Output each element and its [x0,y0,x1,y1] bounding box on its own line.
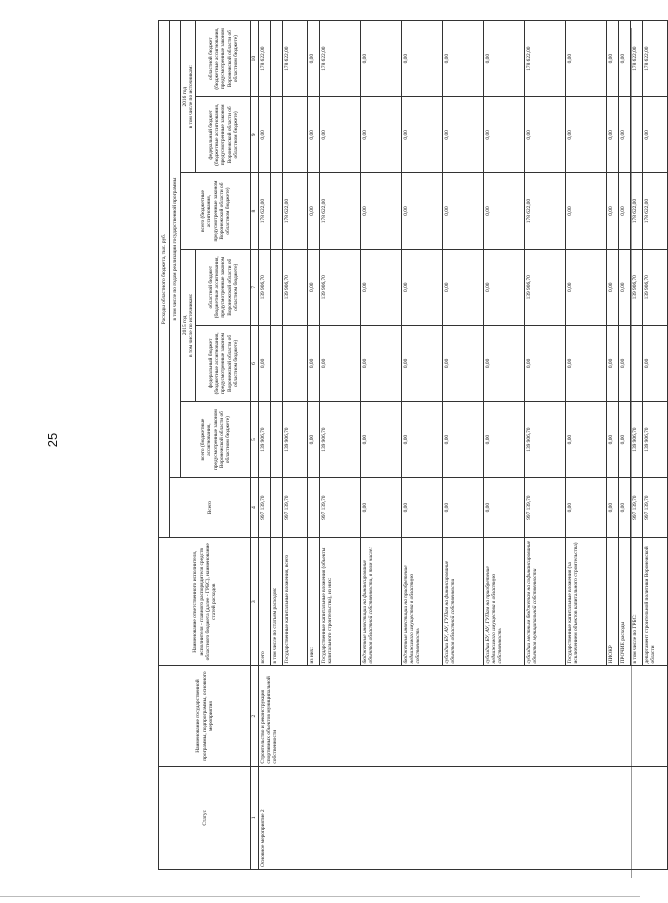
value-cell: 0,00 [319,325,360,401]
value-cell: 0,00 [606,478,618,538]
value-cell: 0,00 [618,173,630,249]
value-cell: 0,00 [565,402,606,478]
value-cell: 997 139,70 [319,478,360,538]
value-cell: 178 622,00 [258,173,270,249]
value-cell: 0,00 [360,325,401,401]
header-by-years: в том числе по годам реализации государственной программы [170,21,181,478]
value-cell [270,402,282,478]
value-cell: 139 906,70 [319,249,360,325]
value-cell: 139 906,70 [642,402,667,478]
value-cell: 997 139,70 [282,478,307,538]
value-cell: 0,00 [606,173,618,249]
rotated-table-wrapper [158,20,657,870]
value-cell: 0,00 [618,21,630,97]
header-expenses: Расходы областного бюджета, тыс. руб. [159,21,170,538]
page-number: 25 [45,432,60,448]
value-cell: 0,00 [483,97,524,173]
value-cell: 139 906,70 [630,249,642,325]
value-cell: 139 906,70 [524,402,565,478]
value-cell: 0,00 [483,402,524,478]
row-label: субсидии БУ, АУ, ГУПам на финансирование объектов областной собственности [442,538,483,666]
value-cell: 0,00 [401,173,442,249]
value-cell: 997 139,70 [642,478,667,538]
row-label: НИОКР [606,538,618,666]
row-label: бюджетные инвестиции на финансирование объектов областной собственности, в том числе: [360,538,401,666]
header-2016-all: всего (бюджетные ассигнования, предусмотренные законом Воронежской области об областном бюджете) [181,173,251,249]
row-label: в том числе по статьям расходов: [270,538,282,666]
value-cell: 178 622,00 [630,173,642,249]
value-cell: 0,00 [565,97,606,173]
value-cell: 0,00 [606,402,618,478]
value-cell: 139 906,70 [319,402,360,478]
index-cell: 8 [251,173,258,249]
value-cell: 139 906,70 [630,402,642,478]
value-cell: 0,00 [307,97,319,173]
index-row [251,21,258,870]
header-2015-sources-label: в том числе по источникам: [188,293,195,357]
value-cell: 0,00 [307,325,319,401]
index-cell: 7 [251,249,258,325]
value-cell: 178 622,00 [258,21,270,97]
value-cell: 0,00 [565,478,606,538]
row-label: в том числе по ГРБС: [630,538,642,666]
value-cell [282,325,307,401]
value-cell: 0,00 [483,21,524,97]
value-cell: 0,00 [442,173,483,249]
header-2016-by-sources [181,21,196,173]
value-cell: 0,00 [307,173,319,249]
value-cell: 178 622,00 [319,21,360,97]
value-cell: 0,00 [401,402,442,478]
value-cell: 139 906,70 [282,249,307,325]
value-cell: 0,00 [642,325,667,401]
value-cell: 0,00 [442,97,483,173]
value-cell: 178 622,00 [642,173,667,249]
page-bottom-line [0,896,640,897]
value-cell: 0,00 [360,249,401,325]
index-cell: 10 [251,21,258,97]
value-cell: 0,00 [606,21,618,97]
value-cell [270,173,282,249]
value-cell: 0,00 [442,21,483,97]
row-label: Государственные капитальные вложения (за исключением объектов капитального строительства) [565,538,606,666]
row-label: Государственные капитальные вложения (объекты капитального строительства), из них: [319,538,360,666]
value-cell [282,97,307,173]
value-cell: 0,00 [307,249,319,325]
value-cell: 0,00 [618,97,630,173]
value-cell: 0,00 [360,97,401,173]
value-cell: 178 622,00 [282,21,307,97]
value-cell [307,478,319,538]
main-status: Основное мероприятие 2 [258,766,667,869]
header-program-name: Наименование государственной программы, подпрограммы, основного мероприятия [159,666,251,766]
index-cell: 4 [251,478,258,538]
value-cell: 0,00 [401,249,442,325]
value-cell: 0,00 [642,97,667,173]
header-2016-year: 2016 год [182,86,188,107]
value-cell: 139 906,70 [282,402,307,478]
row-label: бюджетные инвестиции на приобретение недвижимого имущества в областную собственность [401,538,442,666]
value-cell: 0,00 [565,325,606,401]
value-cell: 0,00 [258,97,270,173]
value-cell: 0,00 [565,21,606,97]
value-cell [630,325,642,401]
index-cell: 3 [251,538,258,666]
value-cell: 0,00 [307,21,319,97]
value-cell: 0,00 [606,97,618,173]
value-cell: 0,00 [319,97,360,173]
header-2015-federal: федеральный бюджет (бюджетные ассигнования, предусмотренные законом Воронежской области об областном бюджете) [196,325,251,401]
value-cell: 0,00 [401,97,442,173]
value-cell: 0,00 [618,402,630,478]
row-label: из них: [307,538,319,666]
header-2015-regional: областной бюджет (бюджетные ассигнования, предусмотренные законом Воронежской области об областном бюджете) [196,249,251,325]
value-cell: 997 139,70 [630,478,642,538]
header-total: Всего [170,478,251,538]
value-cell: 0,00 [565,249,606,325]
value-cell: 0,00 [618,478,630,538]
value-cell: 178 622,00 [282,173,307,249]
value-cell [270,21,282,97]
value-cell: 0,00 [442,478,483,538]
value-cell: 0,00 [307,402,319,478]
header-responsible: Наименование ответственного исполнителя, исполнителя - главного распорядителя средств областного бюджета (далее - ГРБС), наименование статей расходов [159,538,251,666]
row-label: Государственные капитальные вложения, всего [282,538,307,666]
table-row [258,21,270,870]
main-program: Строительство и реконструкция спортивных объектов муниципальной собственности [258,666,667,766]
index-cell: 6 [251,325,258,401]
header-2015-year: 2015 год [182,315,188,336]
index-cell: 1 [251,766,258,869]
value-cell: 0,00 [360,173,401,249]
value-cell: 0,00 [483,249,524,325]
index-cell: 2 [251,666,258,766]
value-cell: 0,00 [401,21,442,97]
value-cell: 178 622,00 [524,21,565,97]
value-cell: 0,00 [360,478,401,538]
value-cell: 0,00 [618,325,630,401]
row-label: ПРОЧИЕ расходы [618,538,630,666]
value-cell: 0,00 [360,21,401,97]
value-cell: 178 622,00 [630,21,642,97]
value-cell: 0,00 [258,325,270,401]
value-cell [270,97,282,173]
value-cell: 139 906,70 [642,249,667,325]
value-cell: 178 622,00 [642,21,667,97]
value-cell: 0,00 [483,478,524,538]
header-2015-all: всего (бюджетные ассигнования, предусмотренные законом Воронежской области об областном бюджете) [181,402,251,478]
index-cell: 5 [251,402,258,478]
value-cell: 0,00 [442,402,483,478]
value-cell: 0,00 [401,478,442,538]
value-cell: 0,00 [565,173,606,249]
value-cell [270,249,282,325]
value-cell [630,97,642,173]
value-cell: 997 139,70 [258,478,270,538]
value-cell: 178 622,00 [319,173,360,249]
value-cell: 0,00 [360,402,401,478]
value-cell: 178 622,00 [524,173,565,249]
value-cell [270,325,282,401]
row-label: департамент строительной политики Воронежской области [642,538,667,666]
header-2016-sources-label: в том числе по источникам: [188,65,195,129]
value-cell: 0,00 [524,97,565,173]
row-label: субсидии БУ, АУ, ГУПам на приобретение недвижимого имущества в областную собственность [483,538,524,666]
header-status: Статус [159,766,251,869]
index-cell: 9 [251,97,258,173]
value-cell: 139 906,70 [258,249,270,325]
value-cell: 139 906,70 [258,402,270,478]
value-cell: 0,00 [524,325,565,401]
row-label: всего [258,538,270,666]
value-cell: 0,00 [483,173,524,249]
row-label: субсидии местным бюджетам на софинансирование объектов муниципальной собственности [524,538,565,666]
value-cell: 997 139,70 [524,478,565,538]
value-cell: 139 906,70 [524,249,565,325]
header-2016-federal: федеральный бюджет (бюджетные ассигнования, предусмотренные законом Воронежской области об областном бюджете) [196,97,251,173]
header-2015-by-sources [181,249,196,401]
table-body [258,21,667,870]
value-cell: 0,00 [401,325,442,401]
value-cell [270,478,282,538]
value-cell: 0,00 [606,325,618,401]
budget-table [158,20,668,870]
value-cell: 0,00 [483,325,524,401]
value-cell: 0,00 [442,249,483,325]
value-cell: 0,00 [606,249,618,325]
value-cell: 0,00 [618,249,630,325]
value-cell: 0,00 [442,325,483,401]
header-2016-regional: областной бюджет (бюджетные ассигнования, предусмотренные законом Воронежской области об областном бюджете) [196,21,251,97]
